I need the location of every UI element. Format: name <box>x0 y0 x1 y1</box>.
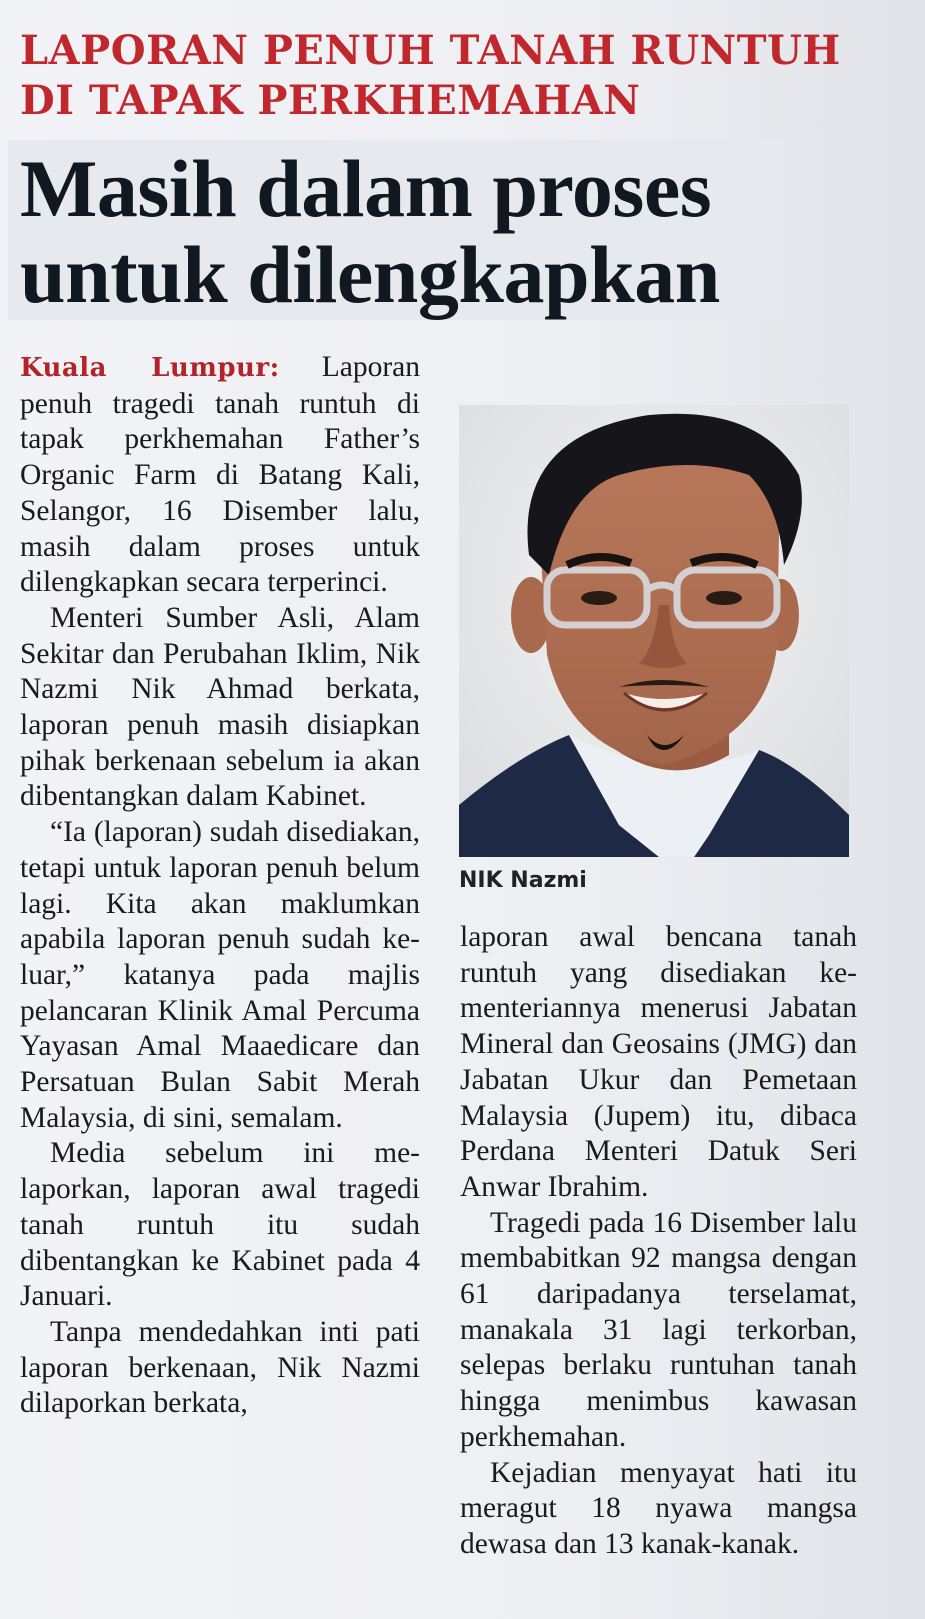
paragraph-text: Laporan penuh tragedi tanah runtuh di tapak perkhemahan Father’s Organic Farm di Batang Kali, Selangor, 16 Disember lalu, masih dalam proses untuk dilengkapkan secara terperinci. <box>20 351 420 599</box>
article-paragraph: Tragedi pada 16 Disember lalu membabitkan 92 mangsa dengan 61 daripadanya terselamat, manakala 31 lagi terkorban, selepas berlaku runtuhan tanah hingga menimbus kawasan perkhemahan. <box>460 1206 857 1453</box>
article-paragraph: laporan awal bencana tanah runtuh yang disediakan kementeriannya menerusi Jabatan Mineral dan Geosains (JMG) dan Jabatan Ukur dan Pemetaan Malaysia (Jupem) itu, dibaca Perdana Menteri Datuk Seri Anwar Ibrahim. <box>460 921 857 1203</box>
article-column-right <box>460 920 857 1563</box>
kicker-line-2: DI TAPAK PERKHEMAHAN <box>20 77 641 124</box>
article-paragraph: Menteri Sumber Asli, Alam Sekitar dan Perubahan Iklim, Nik Nazmi Nik Ahmad berkata, laporan penuh masih disiapkan pihak berkenaan sebelum ia akan dibentangkan dalam Kabinet. <box>20 601 420 813</box>
headline-line-1: Masih dalam proses <box>20 143 712 234</box>
kicker-line-1: LAPORAN PENUH TANAH RUNTUH <box>20 27 841 74</box>
article-paragraph <box>20 350 420 601</box>
headline-line-2: untuk dilengkapkan <box>20 229 720 320</box>
kicker <box>20 26 900 126</box>
portrait-illustration <box>459 405 849 857</box>
article-paragraph: Media sebelum ini melaporkan, laporan awal tragedi tanah runtuh itu sudah dibentangkan ke Kabinet pada 4 Januari. <box>20 1137 420 1313</box>
article-paragraph: Kejadian menyayat hati itu meragut 18 nyawa mangsa dewasa dan 13 kanak-kanak. <box>460 1456 857 1560</box>
dateline: Kuala Lumpur: <box>20 353 280 383</box>
portrait-photo <box>459 405 849 857</box>
article-paragraph: “Ia (laporan) sudah disediakan, tetapi untuk laporan penuh belum lagi. Kita akan maklumkan apabila laporan penuh sudah keluar,” katanya pada majlis pelancaran Klinik Amal Percuma Yayasan Amal Maaedicare dan Persatuan Bulan Sabit Merah Malaysia, di sini, semalam. <box>20 816 420 1134</box>
headline <box>20 143 820 320</box>
photo-caption: NIK Nazmi <box>459 868 587 893</box>
article-column-left <box>20 350 420 1422</box>
article-paragraph: Tanpa mendedahkan inti pati laporan berkenaan, Nik Nazmi dilaporkan berkata, <box>20 1315 420 1420</box>
